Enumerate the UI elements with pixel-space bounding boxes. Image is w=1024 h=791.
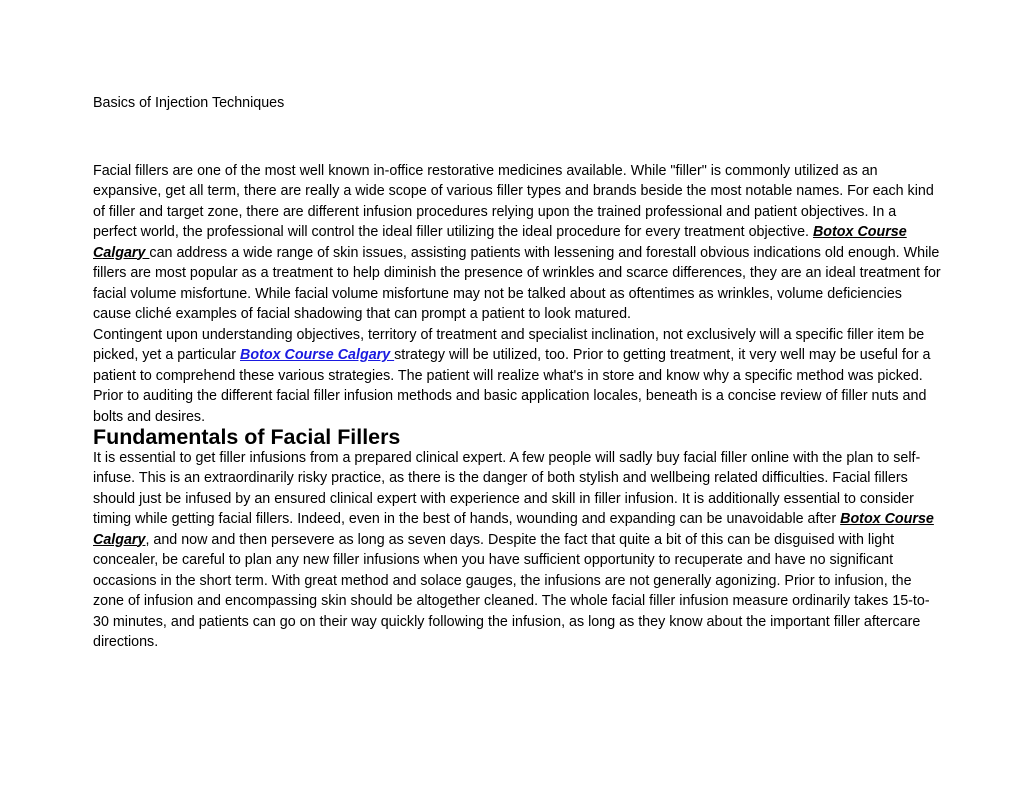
paragraph-objectives-text-a: Contingent upon understanding objectives, territory of treatment and specialist inclination, not exclusively will a specific filler item be picked, yet a particular bbox=[93, 326, 925, 363]
document-page bbox=[93, 93, 943, 653]
paragraph-intro-text-b: can address a wide range of skin issues, assisting patients with lessening and forestall obvious indications old enough. While fillers are most popular as a treatment to help diminish the presence of wrinkles and scarce differences, they are an ideal treatment for facial volume misfortune. While facial volume misfortune may not be talked about as oftentimes as wrinkles, volume deficiencies cause cliché examples of facial shadowing that can prompt a patient to look matured. bbox=[93, 244, 941, 322]
botox-course-link-3[interactable]: Botox Course Calgary bbox=[93, 511, 934, 548]
paragraph-fundamentals-text-a: It is essential to get filler infusions from a prepared clinical expert. A few people will sadly buy facial filler online with the plan to self-infuse. This is an extraordinarily risky practice, as there is the danger of both stylish and wellbeing related difficulties. Facial fillers should just be infused by an ensured clinical expert with experience and skill in filler infusion. It is additionally essential to consider timing while getting facial fillers. Indeed, even in the best of hands, wounding and expanding can be unavoidable after bbox=[93, 449, 921, 527]
paragraph-fundamentals-text-b: , and now and then persevere as long as seven days. Despite the fact that quite a bit of this can be disguised with light concealer, be careful to plan any new filler infusions when you have sufficient opportunity to recuperate and have no significant occasions in the short term. With great method and solace gauges, the infusions are not generally agonizing. Prior to infusion, the zone of infusion and encompassing skin should be altogether cleaned. The whole facial filler infusion measure ordinarily takes 15-to-30 minutes, and patients can go on their way quickly following the infusion, as long as they know about the important filler aftercare directions. bbox=[93, 531, 930, 650]
paragraph-fundamentals bbox=[93, 448, 943, 653]
paragraph-objectives bbox=[93, 325, 943, 428]
botox-course-link-2[interactable]: Botox Course Calgary bbox=[240, 347, 395, 363]
document-title: Basics of Injection Techniques bbox=[93, 95, 285, 111]
paragraph-intro-text-a: Facial fillers are one of the most well known in-office restorative medicines available. While "filler" is commonly utilized as an expansive, get all term, there are really a wide scope of various filler types and brands beside the most notable names. For each kind of filler and target zone, there are different infusion procedures relying upon the trained professional and patient objectives. In a perfect world, the professional will control the ideal filler utilizing the ideal procedure for every treatment objective. bbox=[93, 162, 934, 240]
botox-course-link-1[interactable]: Botox Course Calgary bbox=[93, 224, 907, 261]
paragraph-objectives-text-b: strategy will be utilized, too. Prior to getting treatment, it very well may be useful for a patient to comprehend these various strategies. The patient will realize what's in store and know why a specific method was picked. Prior to auditing the different facial filler infusion methods and basic application locales, beneath is a concise review of filler nuts and bolts and desires. bbox=[93, 347, 931, 425]
paragraph-intro bbox=[93, 161, 943, 325]
section-heading: Fundamentals of Facial Fillers bbox=[93, 425, 401, 449]
